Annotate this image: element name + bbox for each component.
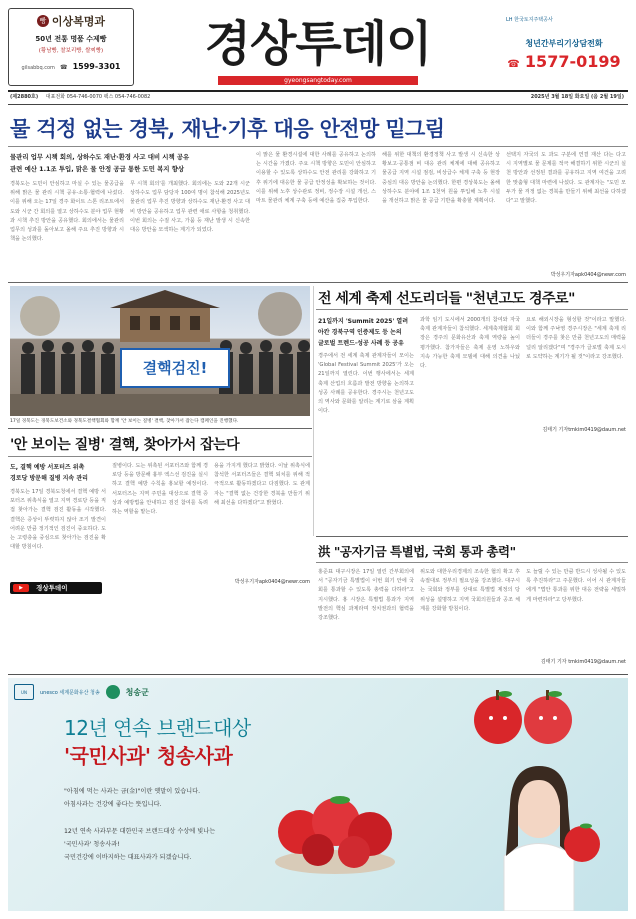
masthead-url-bar [218, 76, 418, 85]
youtube-label: 경상투데이 [36, 584, 68, 592]
youtube-badge[interactable] [10, 582, 102, 594]
masthead-url: gyeongsangtoday.com [284, 77, 352, 84]
apple-ad-sponsor-row [14, 684, 149, 700]
tb-body-col3: 용을 가지게 했다고 밝혔다. 이날 위촉식에 참석한 서포터즈들은 결핵 퇴치를 위해 적극적으로 활동하겠다고 다짐했다. 도 관계자는 "결핵 없는 건강한 경북을 만들기 위해 최선을 다하겠다"고 밝혔다. [214, 463, 310, 506]
tb-sub2: 경로당 방문해 질병 지속 관리 [10, 475, 88, 482]
ad-right-phone: 1577-0199 [524, 52, 621, 71]
tb-byline: 박성우기자apk0404@newr.com [234, 579, 310, 585]
youtube-play-icon: ▶ [13, 584, 29, 592]
apple-ad-sponsor1: unesco 세계문화유산 청송 [40, 689, 100, 696]
apple-bowl-illustration [270, 770, 400, 880]
ad-right-org: LH 한국토지주택공사 [506, 17, 553, 23]
ad-left-brand: 이상복명과 [51, 15, 106, 28]
column-divider [313, 286, 314, 536]
ad-right-box[interactable] [500, 8, 628, 86]
festival-body-col2: 과학 임기 도시에서 2000개의 참여와 자국 축제 관계자들이 참석했다. 세계축제협회 회장은 경주의 문화유산과 축제 역량을 높이 평가했다. 참가자들은 축제 운영 노하우와 지속 가능한 축제 모델에 대해 의견을 나눴다. [420, 317, 520, 370]
photo-banner [120, 348, 230, 388]
photo-banner-text: 결핵검진! [142, 359, 208, 377]
festival-byline: 김태기 기자tmkim0419@daum.net [542, 427, 626, 433]
masthead-rule-top [8, 90, 628, 92]
festival-body-col3: 요로 해외시장을 형성할 것"이라고 말했다. 이와 함께 주낙영 경주시장은 "세계 축제 리더들이 경주를 찾은 만큼 천년고도의 매력을 널리 알리겠다"며 "경주가 글로벌 축제 도시로 도약하는 계기가 될 것"이라고 강조했다. [526, 317, 626, 360]
apple-ad[interactable] [8, 678, 628, 911]
fees-body-col3: 도 늘릴 수 있는 만큼 반드시 성사될 수 있도록 추진하라"고 주문했다. 이어 시 관계자들에게 "법안 통과를 위한 대응 전략을 세밀하게 마련하라"고 당부했다. [526, 569, 626, 603]
masthead-contact: 대표전화 054-746-0070 팩스 054-746-0082 [45, 94, 151, 100]
ad-right-phone-row [500, 52, 628, 71]
fees-byline: 김태기 기자 tmkim0419@daum.net [540, 659, 626, 665]
festival-sub3: 글로벌 트렌드·성공 사례 등 공유 [318, 340, 404, 347]
woman-holding-apple-illustration [464, 736, 614, 911]
section-rule-ad [8, 674, 628, 675]
article-body-col4: 선택지 자국의 도 과도 구분에 연결 재산 다는 다고 시 지역별로 물 문제를 적극 해결하기 위한 시군의 실천 방안과 선정된 결과를 공유하고 지역 여건을 고려한 맞춤형 대책 마련에 나섰다. 도 관계자는 "도민 모두가 물 걱정 없는 경북을 만들기 위해 최선을 다하겠다"고 말했다. [506, 152, 626, 205]
apple-ad-text4: '국민사과' 청송사과! [64, 841, 120, 848]
apple-ad-text5: 국민건강에 이바지하는 대표사과가 되겠습니다. [64, 854, 192, 861]
ad-left-brand-row [13, 13, 129, 29]
ad-left-box[interactable] [8, 8, 134, 86]
cheongsong-logo-icon [106, 685, 120, 699]
masthead-logo[interactable] [150, 12, 486, 82]
tb-rule [8, 456, 312, 457]
photo-caption: 17일 경북도는 경북도보건소와 경북도결핵협회와 함께 '안 보이는 질병' 결핵, 찾아가서 잡는다 캠페인을 진행했다. [10, 419, 239, 424]
ad-right-line1: 청년간부리기상담전화 [525, 39, 603, 48]
apple-ad-headline2: '국민사과' 청송사과 [64, 744, 233, 768]
apple-ad-text3: 12년 연속 사과부문 대한민국 브랜드대상 수상에 빛나는 [64, 828, 216, 835]
article-body-col1a: 경북도는 도민이 안심하고 마실 수 있는 물공급을 위해 맑은 물 관리 시책 공유·소통·협력에 나섰다. 이를 위해 오는 17일 경주 화이트 스톤 리조트에서 도와 시군 간 회의를 열고 상하수도 분야 업무 현황과 시책 추진 방안을 공유했다. 회의에서는 물관리 업무의 성과를 돌아보고 올해 주요 추진 방향과 시책을 논의했다. [10, 181, 124, 243]
tb-body-col1: 경북도는 17일 경북도청에서 결핵 예방 서포터즈 위촉식을 열고 지역 경로당 등을 직접 찾아가는 결핵 검진 활동을 시작했다. 결핵은 증상이 뚜렷하지 않아 조기 발견이 어려운 만큼 정기적인 검진이 중요하다. 도는 고령층을 중심으로 찾아가는 검진을 확대할 방침이다. [10, 489, 106, 551]
masthead-rule-bottom [8, 104, 628, 105]
headline-rule [8, 146, 628, 147]
tb-body-col2: 질병이다. 도는 위촉된 서포터즈와 함께 경로당 등을 방문해 흉부 엑스선 검진을 실시하고 결핵 예방 수칙을 홍보할 예정이다. 서포터즈는 지역 주민을 대상으로 결핵 증상과 예방법을 안내하고 검진 참여를 독려하는 역할을 맡는다. [112, 463, 208, 516]
issue-date: 2025년 3월 18일 화요일 (음 2월 19일) [530, 94, 624, 100]
ad-left-url: gilsabbq.com [21, 65, 55, 71]
unesco-logo-icon: UN [14, 684, 34, 700]
issue-number: (제2880호) [10, 94, 39, 100]
masthead-issue-row [10, 93, 626, 103]
festival-sub1: 21일까지 'Summit 2025' 열려 [318, 318, 408, 325]
fees-rule [316, 562, 628, 563]
fees-body-col1: 홍준표 대구시장은 17일 열린 간부회의에서 "공자기금 특별법이 이번 회기 안에 국회를 통과할 수 있도록 총력을 다하라"고 지시했다. 홍 시장은 특별법 통과가 지역 발전의 핵심 과제라며 정치권과의 협력을 강조했다. [318, 569, 414, 622]
apple-ad-text2: 아침사과는 건강에 좋다는 뜻입니다. [64, 801, 162, 808]
fees-body-col2: 위도와 대한우리경제의 조속한 협의 확고 후속절대로 정부의 필요성을 강조했다. 대구시는 국회와 정부를 상대로 특별법 제정의 당위성을 설명하고 지역 국회의원들과 공조 체계를 강화할 방침이다. [420, 569, 520, 612]
tb-sub1: 도, 결핵 예방 서포터즈 위촉 [10, 464, 85, 471]
tb-subheads [10, 462, 110, 484]
news-photo[interactable] [10, 286, 310, 416]
ad-left-logo-icon: 빵 [37, 15, 49, 27]
headline-byline: 박성우기자apk0404@newr.com [550, 272, 626, 278]
apple-ad-text1: "아침에 먹는 사과는 금(金)"이란 옛말이 있습니다. [64, 788, 201, 795]
headline-sub1: 물관리 업무 시책 회의, 상하수도 재난·환경 사고 대비 시책 공유 [10, 153, 190, 161]
fees-title[interactable]: 洪 "공자기금 특별법, 국회 통과 총력" [318, 544, 516, 559]
masthead-logo-text: 경상투데이 [204, 16, 432, 72]
ad-left-phone: 1599-3301 [72, 62, 121, 71]
section-rule-1 [8, 282, 628, 283]
article-body-col1b: 무 시책 회의'를 개최했다. 회의에는 도와 22개 시군 상하수도 업무 담당자 100여 명이 참석해 2025년도 물관리 업무 추진 방향과 상하수도 재난·환경 사고 대비 방안을 공유하고 업무 관련 애로 사항을 청취했다. 이번 회의는 수질 사고, 가뭄 등 재난 발생 시 신속한 대응 방안을 모색하는 계기가 되었다. [130, 181, 250, 234]
ad-left-line1: 50년 전통 명품 수제빵 [35, 35, 107, 43]
apple-ad-sponsor2: 청송군 [125, 687, 149, 697]
apple-ad-headline1: 12년 연속 브랜드대상 [64, 716, 251, 740]
headline-title[interactable]: 물 걱정 없는 경북, 재난·기후 대응 안전망 밑그림 [10, 116, 445, 141]
headline-sub2: 관련 예산 1.1조 투입, 맑은 물 안정 공급 통한 도민 복지 향상 [10, 165, 185, 173]
festival-sub2: 아칸 경북구역 인증제도 등 논의 [318, 329, 402, 336]
ad-right-phone-icon: ☎ [507, 59, 520, 70]
section-rule-3 [316, 536, 628, 537]
article-body-col3: 해를 위한 대책의 환경정책 사고 발생 시 신속한 상황보고·공통점 비 대응 관리 체계에 대해 공유하고 물공급 지역 시설 점검, 비상급수 체계 구축 등 현장 중심의 대응 방안을 논의했다. 한편 경상북도는 올해 상하수도 분야에 1조 1천억 원을 투입해 노후 시설을 개선하고 맑은 물 공급 기반을 확충할 계획이다. [382, 152, 500, 205]
ad-left-phone-icon: ☎ [60, 64, 68, 71]
tb-title[interactable]: '안 보이는 질병' 결핵, 찾아가서 잡는다 [10, 437, 240, 453]
headline-subheads [10, 151, 250, 175]
festival-body-col1: 경주에서 전 세계 축제 관계자들이 모이는 'Global Festival Summit 2025'가 오는 21일까지 열린다. 이번 행사에서는 세계 축제 산업의 흐름과 발전 방향을 논의하고 성공 사례를 공유한다. 경주시는 천년고도의 역사와 문화를 알리는 계기로 삼을 계획이다. [318, 353, 414, 415]
section-rule-2 [8, 428, 312, 429]
festival-title[interactable]: 전 세계 축제 선도리더들 "천년고도 경주로" [318, 291, 575, 307]
article-body-col2: 이 맑은 물 환경시설에 대한 사례를 공유하고 논의하는 시간을 가졌다. 주요 시책 방향은 도민이 안심하고 이용할 수 있도록 상하수도 안전 관리를 강화하고 기후 위기에 대응한 물 공급 안정성을 확보하는 것이다. 이를 위해 노후 상수관로 정비, 정수장 시설 개선, 스마트 물관리 체계 구축 등에 예산을 집중 투입한다. [256, 152, 376, 205]
ad-left-line2: (황남빵, 찰보리빵, 쌀찌빵) [38, 48, 104, 54]
festival-rule [316, 309, 628, 310]
festival-subheads [318, 316, 418, 349]
